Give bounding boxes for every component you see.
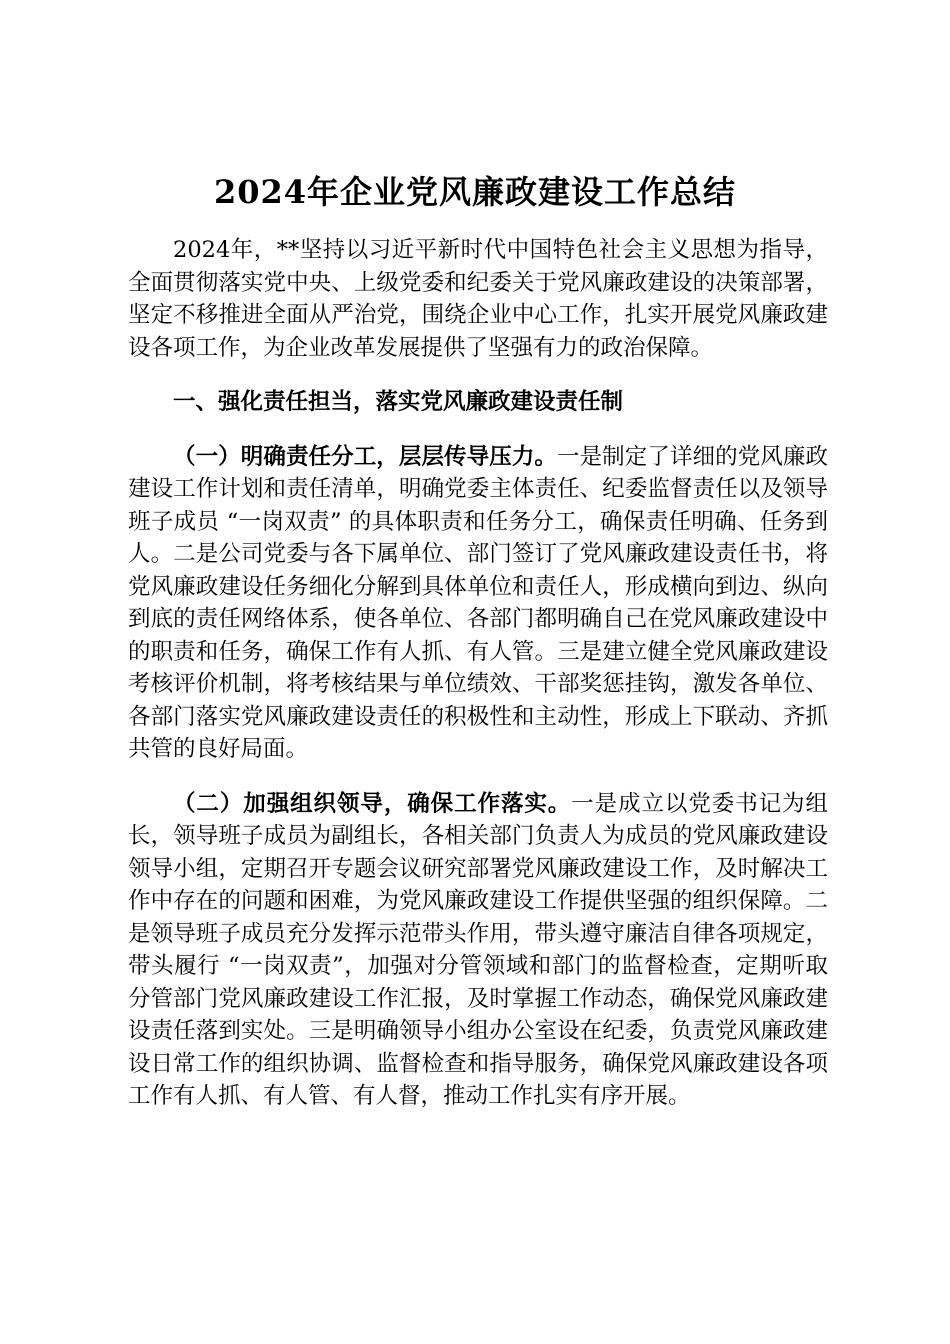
subsection-1-paragraph <box>128 441 828 766</box>
subsection-2-lead: （二）加强组织领导，确保工作落实。 <box>173 790 572 817</box>
document-body <box>128 234 828 1135</box>
intro-paragraph: 2024年，**坚持以习近平新时代中国特色社会主义思想为指导，全面贯彻落实党中央、上级党委和纪委关于党风廉政建设的决策部署，坚定不移推进全面从严治党，围绕企业中心工作，扎实开展党风廉政建设各项工作，为企业改革发展提供了坚强有力的政治保障。 <box>128 237 828 361</box>
subsection-1-lead: （一）明确责任分工，层层传导压力。 <box>173 443 557 470</box>
subsection-1-text: 一是制定了详细的党风廉政建设工作计划和责任清单，明确党委主体责任、纪委监督责任以及领导班子成员 “一岗双责” 的具体职责和任务分工，确保责任明确、任务到人。二是公司党委与各下属单位、部门签订了党风廉政建设责任书，将党风廉政建设任务细化分解到具体单位和责任人，形成横向到边、纵向到底的责任网络体系，使各单位、各部门都明确自己在党风廉政建设中的职责和任务，确保工作有人抓、有人管。三是建立健全党风廉政建设考核评价机制，将考核结果与单位绩效、干部奖惩挂钩，激发各单位、各部门落实党风廉政建设责任的积极性和主动性，形成上下联动、齐抓共管的良好局面。 <box>128 443 828 762</box>
subsection-2-text: 一是成立以党委书记为组长，领导班子成员为副组长，各相关部门负责人为成员的党风廉政建设领导小组，定期召开专题会议研究部署党风廉政建设工作，及时解决工作中存在的问题和困难，为党风廉政建设工作提供坚强的组织保障。二是领导班子成员充分发挥示范带头作用，带头遵守廉洁自律各项规定，带头履行 “一岗双责”，加强对分管领域和部门的监督检查，定期听取分管部门党风廉政建设工作汇报，及时掌握工作动态，确保党风廉政建设责任落到实处。三是明确领导小组办公室设在纪委，负责党风廉政建设日常工作的组织协调、监督检查和指导服务，确保党风廉政建设各项工作有人抓、有人管、有人督，推动工作扎实有序开展。 <box>128 790 828 1109</box>
subsection-2-paragraph <box>128 788 828 1113</box>
document-title: 2024年企业党风廉政建设工作总结 <box>213 173 737 211</box>
section-1-heading: 一、强化责任担当，落实党风廉政建设责任制 <box>173 389 624 415</box>
